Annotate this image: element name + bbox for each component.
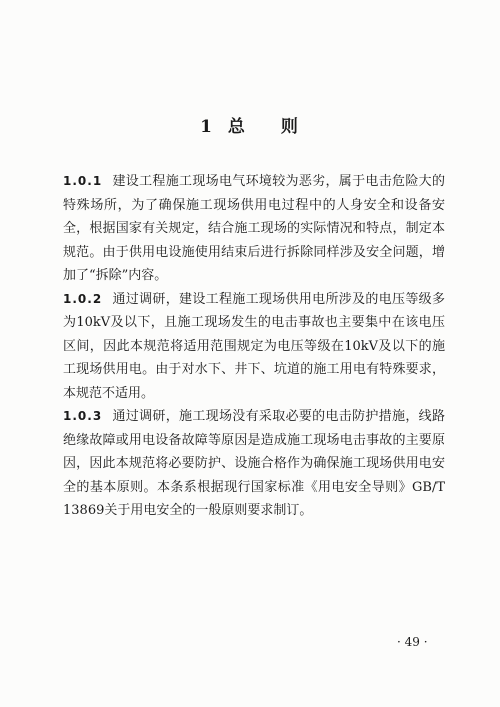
clause-number: 1.0.3 (63, 409, 103, 423)
chapter-title-char-2: 则 (280, 117, 300, 137)
chapter-title-char-1: 总 (227, 117, 247, 137)
clause-1-0-3 (63, 405, 445, 523)
clause-number: 1.0.1 (63, 174, 103, 188)
clause-text: 建设工程施工现场电气环境较为恶劣，属于电击危险大的特殊场所，为了确保施工现场供用电过程中的人身安全和设备安全，根据国家有关规定，结合施工现场的实际情况和特点，制定本规范。由于供用电设施使用结束后进行拆除同样涉及安全问题，增加了“拆除”内容。 (63, 174, 445, 283)
clause-text: 通过调研，施工现场没有采取必要的电击防护措施，线路绝缘故障或用电设备故障等原因是造成施工现场电击事故的主要原因，因此本规范将必要防护、设施合格作为确保施工现场供用电安全的基本原则。本条系根据现行国家标准《用电安全导则》GB/T 13869关于用电安全的一般原则要求制订。 (63, 409, 445, 518)
clause-number: 1.0.2 (63, 291, 103, 306)
clause-text: 通过调研，建设工程施工现场供用电所涉及的电压等级多为10kV及以下，且施工现场发生的电击事故也主要集中在该电压区间，因此本规范将适用范围规定为电压等级在10kV及以下的施工现场供用电。由于对水下、井下、坑道的施工用电有特殊要求，本规范不适用。 (63, 291, 445, 401)
page-number: · 49 · (397, 635, 428, 649)
clause-1-0-1 (63, 170, 445, 288)
clause-1-0-2 (63, 288, 445, 406)
chapter-title (0, 112, 500, 137)
chapter-body (63, 170, 445, 523)
chapter-number: 1 (200, 117, 214, 137)
